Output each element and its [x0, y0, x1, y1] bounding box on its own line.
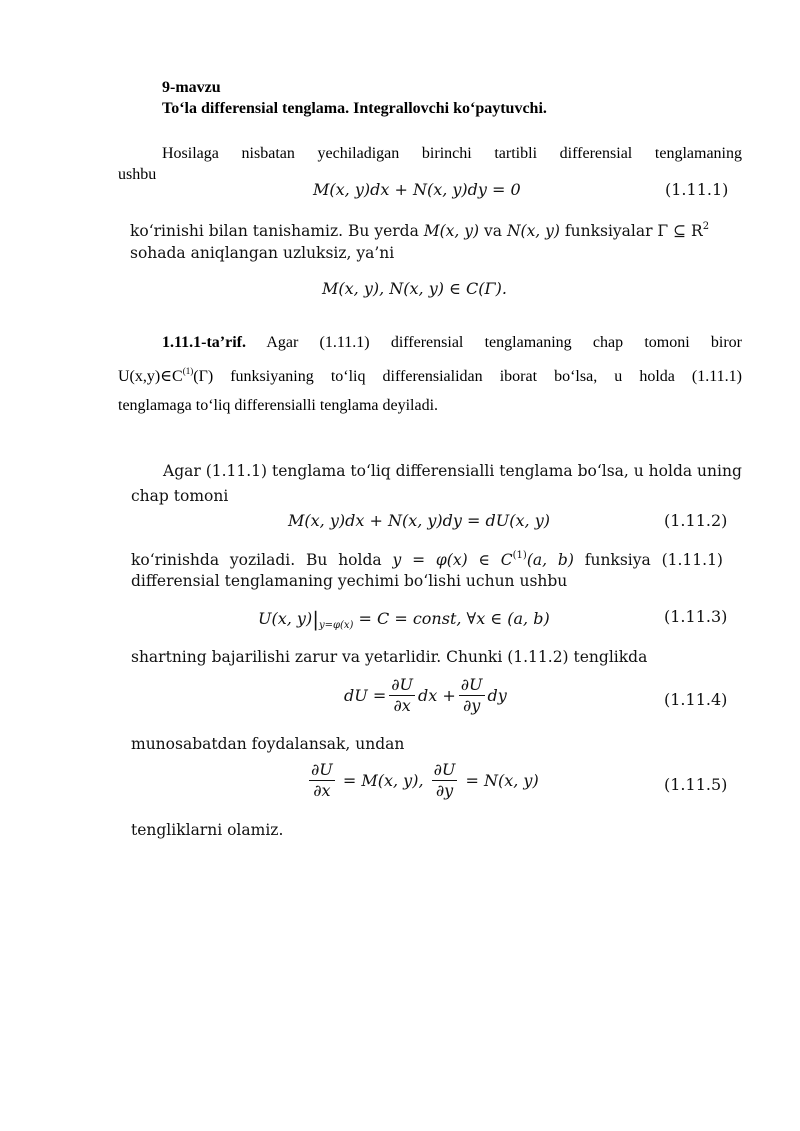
eq5-frac-1: $\frac{\partial U}{\partial x}$ [311, 760, 333, 800]
equation-number-1-11-4: (1.11.4) [664, 690, 728, 709]
equation-number-1-11-5: (1.11.5) [664, 775, 728, 794]
scan1-text-b: va [479, 222, 507, 240]
scan1-line-2: sohada aniqlangan uzluksiz, ya’ni [130, 244, 395, 262]
equation-1-11-1: M(x, y)dx + N(x, y)dy = 0 [313, 180, 521, 199]
scan1-sup: 2 [702, 221, 710, 232]
page-title: To‘la differensial tenglama. Integrallovchi ko‘paytuvchi. [162, 100, 547, 117]
definition-line-3: tenglamaga to‘liq differensialli tenglama deyiladi. [118, 397, 439, 414]
definition-text-2b: (Γ) funksiyaning to‘liq differensialidan iborat bo‘lsa, u holda (1.11.1) [193, 368, 742, 385]
intro-line-2: ushbu [118, 166, 157, 183]
scan2-line-3 [131, 545, 723, 571]
equation-1-11-3: U(x, $y)|_{y=\varphi(x)} = C$ = const, ∀x ∈ (a, b) [258, 607, 550, 631]
eq5-mid: = M(x, y), [337, 771, 429, 790]
eq4-lhs: dU = [344, 686, 387, 705]
scan2-math-ab: (a, b) [526, 551, 574, 569]
scan2-sup: (1) [512, 550, 527, 561]
topic-label: 9-mavzu [162, 79, 221, 96]
scan2-text-3b: funksiya (1.11.1) [573, 551, 723, 569]
equation-1-11-4 [344, 675, 507, 716]
scan2-math-y: y = φ(x) ∈ C [392, 551, 513, 569]
equation-continuity: M(x, y), N(x, y) ∈ C(Γ). [322, 279, 507, 298]
scan2-line-6: munosabatdan foydalansak, undan [131, 735, 405, 753]
equation-1-11-2: M(x, y)dx + N(x, y)dy = dU(x, y) [288, 511, 550, 530]
scan2-line-7: tengliklarni olamiz. [131, 821, 284, 839]
scan1-math-m: M(x, y) [423, 222, 480, 240]
scan1-text-a: ko‘rinishi bilan tanishamiz. Bu yerda [130, 222, 424, 240]
equation-number-1-11-1: (1.11.1) [665, 180, 729, 199]
definition-line-2 [118, 357, 742, 391]
definition-text-1: Agar (1.11.1) differensial tenglamaning chap tomoni biror [266, 334, 742, 351]
equation-number-1-11-2: (1.11.2) [664, 511, 728, 530]
eq3-sub: y=φ(x) [318, 620, 354, 631]
intro-line-1: Hosilaga nisbatan yechiladigan birinchi tartibli differensial tenglamaning [162, 145, 742, 162]
definition-label: 1.11.1-ta’rif. [162, 334, 246, 351]
definition-line-1 [162, 329, 742, 357]
equation-1-11-5 [306, 760, 539, 801]
scan1-math-n: N(x, y) [506, 222, 560, 240]
scan1-line-1 [130, 216, 709, 242]
eq4-frac-2: $\frac{\partial U}{\partial y}$ [460, 675, 483, 715]
eq3-lhs: U(x, y) [258, 609, 313, 628]
scan2-text-3a: ko‘rinishda yoziladi. Bu holda [131, 551, 393, 569]
eq5-end: = N(x, y) [460, 771, 539, 790]
scan2-line-2: chap tomoni [131, 487, 229, 505]
scan2-line-4: differensial tenglamaning yechimi bo‘lishi uchun ushbu [131, 572, 568, 590]
eq3-rhs: = C = const, ∀x ∈ (a, b) [353, 609, 550, 628]
eq4-end: dy [487, 686, 507, 705]
eq4-mid: dx + [417, 686, 456, 705]
definition-sup: (1) [182, 366, 194, 376]
eq4-frac-1: $\frac{\partial U}{\partial x}$ [391, 675, 413, 715]
scan2-line-1: Agar (1.11.1) tenglama to‘liq differensialli tenglama bo‘lsa, u holda uning [163, 462, 742, 480]
eq5-frac-2: $\frac{\partial U}{\partial y}$ [433, 760, 456, 800]
scan1-text-c: funksiyalar Γ ⊆ R [559, 222, 703, 240]
equation-number-1-11-3: (1.11.3) [664, 607, 728, 626]
scan2-line-5: shartning bajarilishi zarur va yetarlidir. Chunki (1.11.2) tenglikda [131, 648, 648, 666]
definition-text-2a: U(x,y)∈C [118, 368, 183, 385]
